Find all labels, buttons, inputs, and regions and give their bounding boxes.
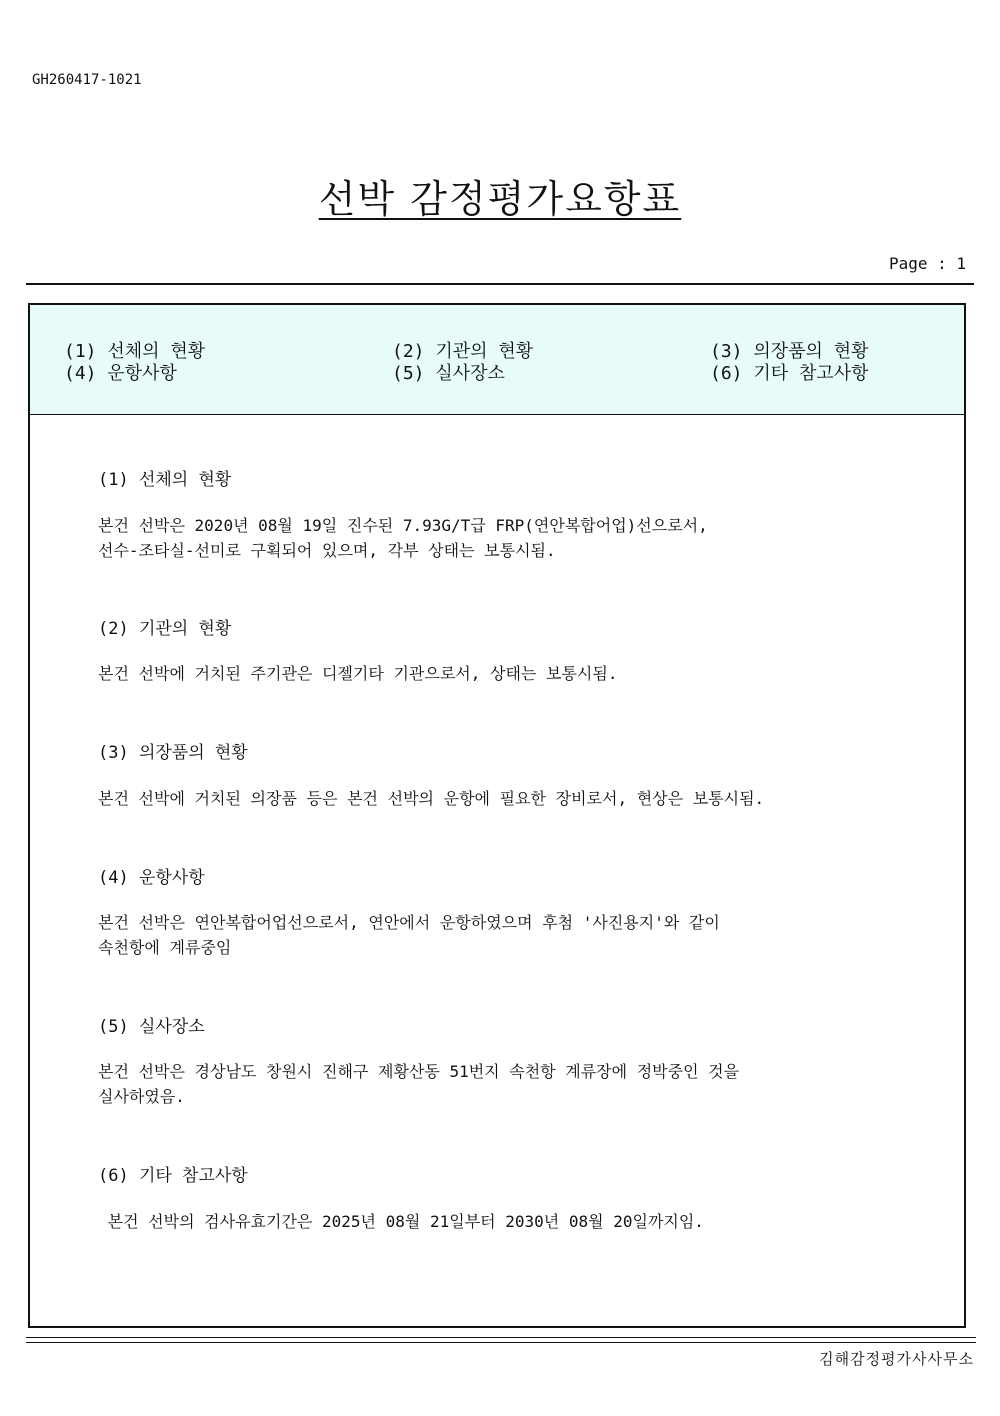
toc-item-4: (4) 운항사항 bbox=[64, 363, 177, 384]
page-title: 선박 감정평가요항표 bbox=[318, 177, 682, 221]
section-body-engine bbox=[98, 661, 617, 686]
section-heading-hull: (1) 선체의 현황 bbox=[98, 470, 232, 490]
section-body-hull bbox=[98, 513, 708, 563]
section-body-operation bbox=[98, 910, 720, 960]
section-heading-inspection-site: (5) 실사장소 bbox=[98, 1017, 205, 1037]
section-body-equipment bbox=[98, 786, 764, 811]
section-heading-engine: (2) 기관의 현황 bbox=[98, 619, 232, 639]
page-title-container bbox=[0, 168, 1000, 223]
section-line: 속천항에 계류중임 bbox=[98, 938, 232, 957]
section-body-inspection-site bbox=[98, 1059, 739, 1109]
section-line: 본건 선박은 경상남도 창원시 진해구 제황산동 51번지 속천항 계류장에 정박중인 것을 bbox=[98, 1062, 740, 1081]
toc-item-3: (3) 의장품의 현황 bbox=[710, 341, 869, 362]
toc-item-2: (2) 기관의 현황 bbox=[392, 341, 534, 362]
section-heading-equipment: (3) 의장품의 현황 bbox=[98, 743, 248, 763]
section-heading-other-notes: (6) 기타 참고사항 bbox=[98, 1166, 248, 1186]
section-heading-operation: (4) 운항사항 bbox=[98, 868, 205, 888]
section-body-other-notes bbox=[98, 1209, 704, 1234]
section-line: 본건 선박에 거치된 의장품 등은 본건 선박의 운항에 필요한 장비로서, 현상은 보통시됨. bbox=[98, 789, 765, 808]
section-line: 본건 선박은 2020년 08월 19일 진수된 7.93G/T급 FRP(연안복합어업)선으로서, bbox=[98, 516, 708, 535]
footer-divider bbox=[26, 1337, 976, 1338]
section-line: 선수-조타실-선미로 구획되어 있으며, 각부 상태는 보통시됨. bbox=[98, 541, 556, 560]
section-line: 본건 선박에 거치된 주기관은 디젤기타 기관으로서, 상태는 보통시됨. bbox=[98, 664, 618, 683]
content-frame bbox=[28, 303, 966, 1328]
toc-item-6: (6) 기타 참고사항 bbox=[710, 363, 869, 384]
section-line: 본건 선박은 연안복합어업선으로서, 연안에서 운항하였으며 후첨 '사진용지'와 같이 bbox=[98, 913, 720, 932]
section-line: 본건 선박의 검사유효기간은 2025년 08월 21일부터 2030년 08월 20일까지임. bbox=[98, 1212, 704, 1231]
header-divider bbox=[26, 283, 974, 285]
toc-item-5: (5) 실사장소 bbox=[392, 363, 505, 384]
table-of-contents bbox=[30, 305, 964, 415]
toc-item-1: (1) 선체의 현황 bbox=[64, 341, 206, 362]
document-id: GH260417-1021 bbox=[32, 72, 142, 88]
office-name: 김해감정평가사사무소 bbox=[819, 1350, 974, 1368]
section-line: 실사하였음. bbox=[98, 1087, 185, 1106]
footer-divider-secondary bbox=[26, 1342, 976, 1343]
page-number: Page : 1 bbox=[888, 254, 966, 273]
